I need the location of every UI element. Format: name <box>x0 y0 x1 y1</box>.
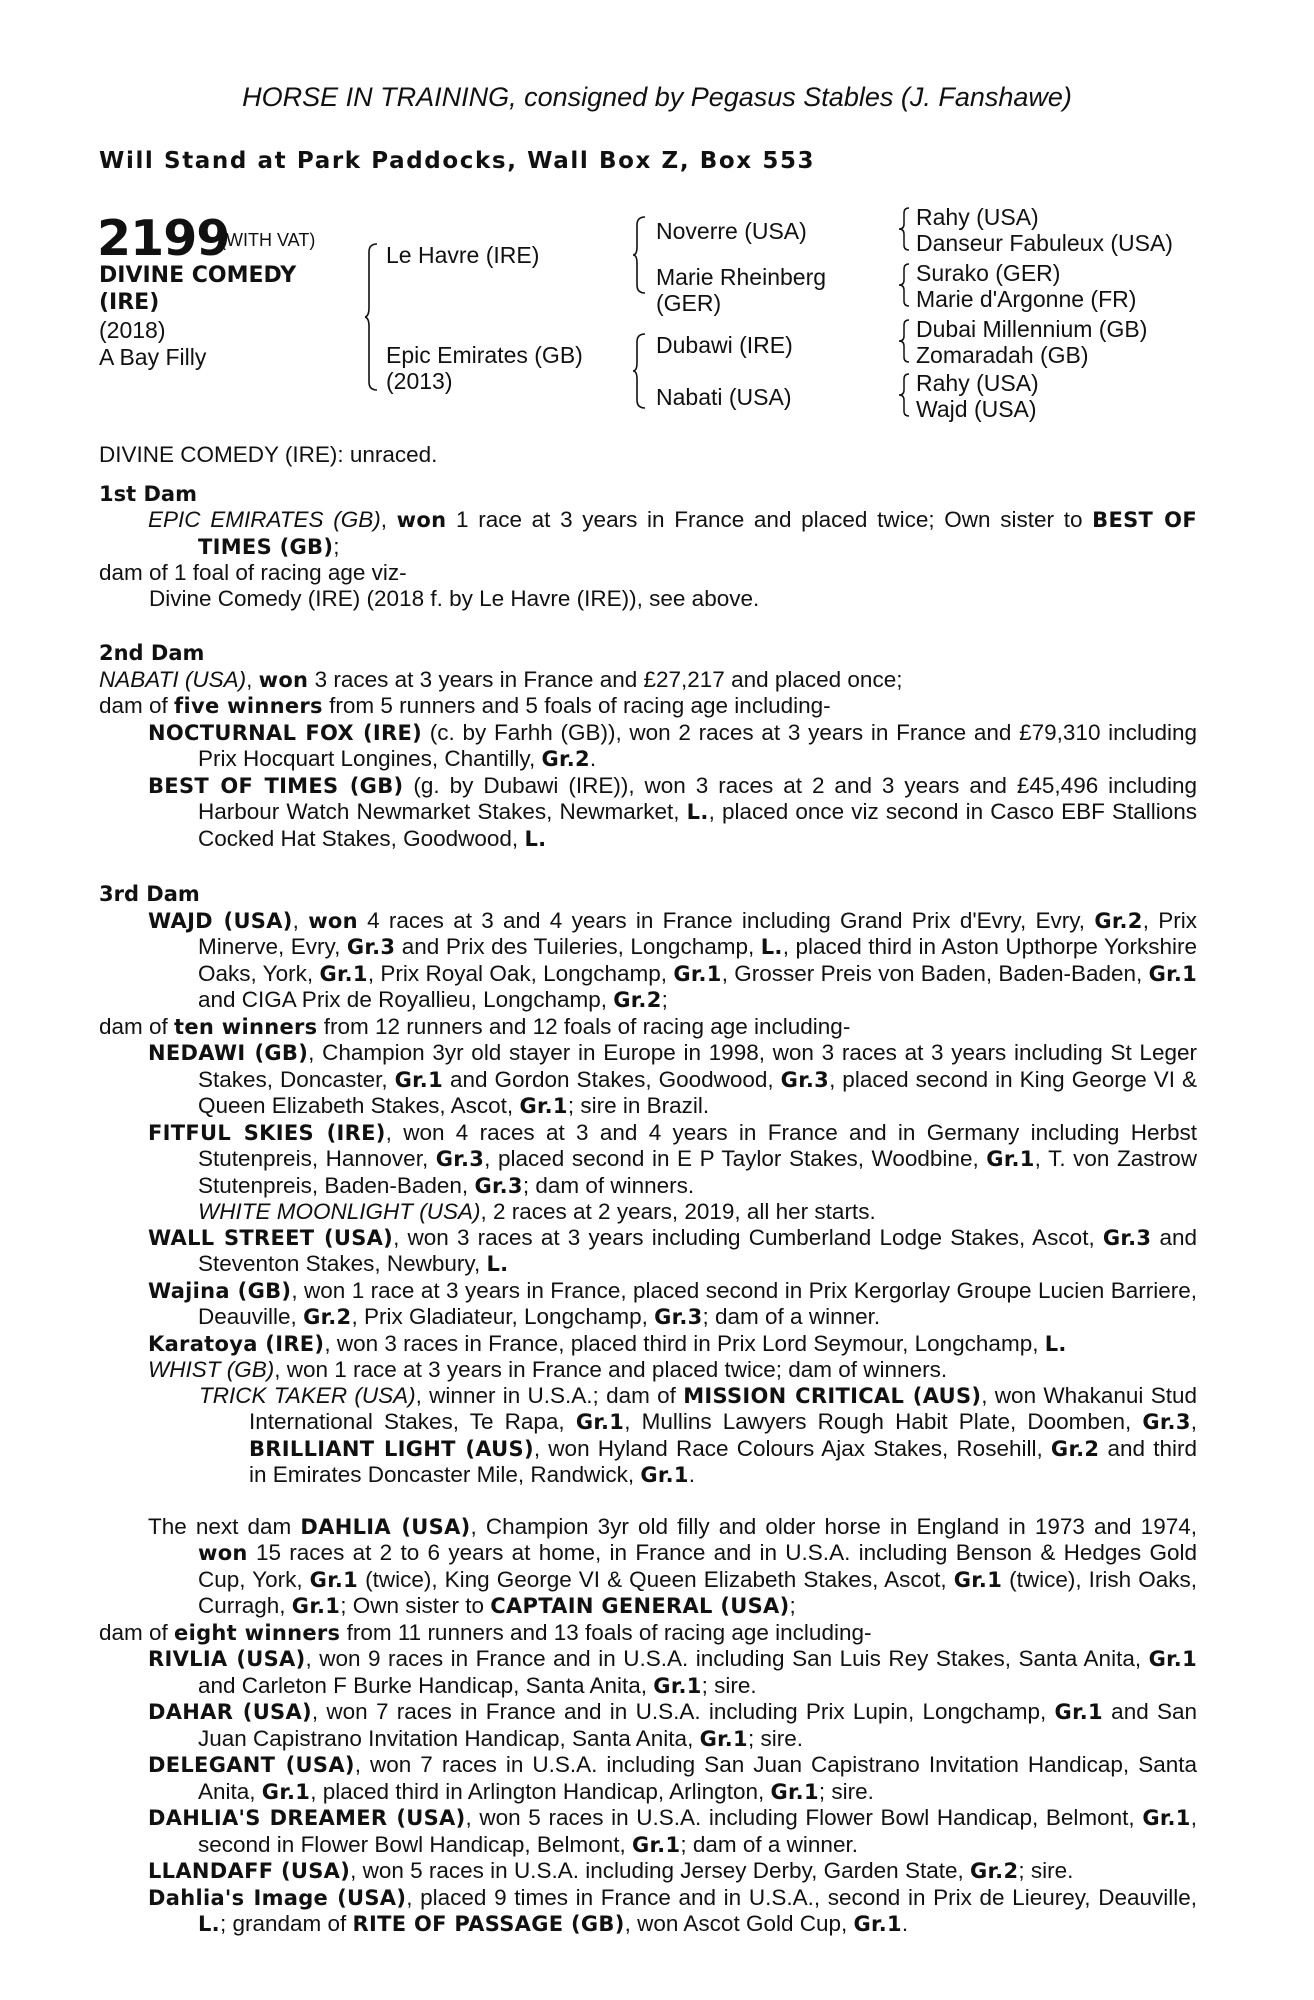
sire-dam: Marie Rheinberg <box>656 264 827 290</box>
produce-dahlias-image: Dahlia's Image (USA), placed 9 times in France and in U.S.A., second in Prix de Lieurey, Deauville, L.; grandam of RITE OF PASSAGE (GB), won Ascot Gold Cup, Gr.1. <box>148 1884 1198 1936</box>
next-dam-produce-summary: dam of eight winners from 11 runners and 13 foals of racing age including- <box>99 1619 872 1645</box>
consignor-header: HORSE IN TRAINING, consigned by Pegasus Stables (J. Fanshawe) <box>242 82 1072 112</box>
produce-trick-taker: TRICK TAKER (USA), winner in U.S.A.; dam of MISSION CRITICAL (AUS), won Whakanui Stud International Stakes, Te Rapa, Gr.1, Mullins Lawyers Rough Habit Plate, Doomben, Gr.3, BRILLIANT LIGHT (AUS), won Hyland Race Colours Ajax Stakes, Rosehill, Gr.2 and third in Emirates Doncaster Mile, Randwick, Gr.1. <box>199 1382 1198 1487</box>
first-dam-produce-summary: dam of 1 foal of racing age viz- <box>99 560 407 585</box>
produce-llandaff: LLANDAFF (USA), won 5 races in U.S.A. including Jersey Derby, Garden State, Gr.2; sire. <box>148 1858 1074 1883</box>
ancestor-7: Rahy (USA) <box>916 370 1039 396</box>
next-dam-entry: The next dam DAHLIA (USA), Champion 3yr old filly and older horse in England in 1973 and 1974, won 15 races at 2 to 6 years at home, in France and in U.S.A. including Benson & Hedges Gold Cup, York, Gr.1 (twice), King George VI & Queen Elizabeth Stakes, Ascot, Gr.1 (twice), Irish Oaks, Curragh, Gr.1; Own sister to CAPTAIN GENERAL (USA); <box>148 1513 1197 1618</box>
second-dam-produce-summary: dam of five winners from 5 runners and 5 foals of racing age including- <box>99 693 831 718</box>
produce-rivlia: RIVLIA (USA), won 9 races in France and in U.S.A. including San Luis Rey Stakes, Santa Anita, Gr.1 and Carleton F Burke Handicap, Santa Anita, Gr.1; sire. <box>148 1646 1197 1698</box>
pedigree-brace-dam <box>633 332 647 410</box>
third-dam-produce-summary: dam of ten winners from 12 runners and 12 foals of racing age including- <box>99 1013 851 1039</box>
third-dam-entry: WAJD (USA), won 4 races at 3 and 4 years in France including Grand Prix d'Evry, Evry, Gr.2, Prix Minerve, Evry, Gr.3 and Prix des Tuileries, Longchamp, L., placed third in Aston Upthorpe Yorkshire Oaks, York, Gr.1, Prix Royal Oak, Longchamp, Gr.1, Grosser Preis von Baden, Baden-Baden, Gr.1 and CIGA Prix de Royallieu, Longchamp, Gr.2; <box>148 907 1198 1012</box>
dam-year: (2013) <box>386 368 453 394</box>
pedigree-brace-g3 <box>899 318 911 364</box>
pedigree-brace-sire <box>633 215 647 295</box>
horse-year: (2018) <box>99 317 166 343</box>
ancestor-4: Marie d'Argonne (FR) <box>916 286 1137 312</box>
horse-description: A Bay Filly <box>99 344 207 370</box>
ancestor-5: Dubai Millennium (GB) <box>916 316 1148 342</box>
dam-sire: Dubawi (IRE) <box>656 332 793 358</box>
produce-dahar: DAHAR (USA), won 7 races in France and in U.S.A. including Prix Lupin, Longchamp, Gr.1 and San Juan Capistrano Invitation Handicap, Santa Anita, Gr.1; sire. <box>148 1699 1198 1751</box>
produce-wajina: Wajina (GB), won 1 race at 3 years in France, placed second in Prix Kergorlay Groupe Lucien Barriere, Deauville, Gr.2, Prix Gladiateur, Longchamp, Gr.3; dam of a winner. <box>148 1277 1197 1329</box>
produce-wall-street: WALL STREET (USA), won 3 races at 3 years including Cumberland Lodge Stakes, Ascot, Gr.3 and Steventon Stakes, Newbury, L. <box>148 1224 1198 1276</box>
lot-number: 2199 <box>97 210 230 267</box>
ancestor-3: Surako (GER) <box>916 260 1061 286</box>
first-dam-entry: EPIC EMIRATES (GB), won 1 race at 3 years in France and placed twice; Own sister to BEST OF TIMES (GB); <box>148 507 1197 559</box>
third-dam-heading: 3rd Dam <box>99 882 200 906</box>
horse-name: DIVINE COMEDY (IRE) <box>99 263 297 315</box>
ancestor-2: Danseur Fabuleux (USA) <box>916 230 1173 256</box>
first-dam-produce-item: Divine Comedy (IRE) (2018 f. by Le Havre (IRE)), see above. <box>149 585 760 611</box>
first-dam-heading: 1st Dam <box>99 481 197 506</box>
produce-karatoya: Karatoya (IRE), won 3 races in France, placed third in Prix Lord Seymour, Longchamp, L. <box>148 1330 1067 1356</box>
produce-delegant: DELEGANT (USA), won 7 races in U.S.A. including San Juan Capistrano Invitation Handicap, Santa Anita, Gr.1, placed third in Arlington Handicap, Arlington, Gr.1; sire. <box>148 1752 1197 1804</box>
ancestor-1: Rahy (USA) <box>916 204 1039 230</box>
ancestor-6: Zomaradah (GB) <box>916 342 1089 368</box>
catalogue-body <box>99 442 1197 1938</box>
sire-sire: Noverre (USA) <box>656 218 807 244</box>
produce-nocturnal-fox: NOCTURNAL FOX (IRE) (c. by Farhh (GB)), won 2 races at 3 years in France and £79,310 including Prix Hocquart Longines, Chantilly, Gr.2. <box>148 719 1197 771</box>
pedigree-brace-g1 <box>899 206 911 252</box>
ancestor-8: Wajd (USA) <box>916 396 1037 422</box>
second-dam-entry: NABATI (USA), won 3 races at 3 years in France and £27,217 and placed once; <box>99 666 903 692</box>
produce-white-moonlight: WHITE MOONLIGHT (USA), 2 races at 2 years, 2019, all her starts. <box>198 1199 876 1224</box>
pedigree-brace-g2 <box>899 262 911 308</box>
produce-fitful-skies: FITFUL SKIES (IRE), won 4 races at 3 and 4 years in France and in Germany including Herbst Stutenpreis, Hannover, Gr.3, placed second in E P Taylor Stakes, Woodbine, Gr.1, T. von Zastrow Stutenpreis, Baden-Baden, Gr.3; dam of winners. <box>148 1119 1197 1198</box>
race-record: DIVINE COMEDY (IRE): unraced. <box>99 442 438 467</box>
second-dam-heading: 2nd Dam <box>99 641 205 665</box>
dam-name: Epic Emirates (GB) <box>386 342 583 368</box>
sire-name: Le Havre (IRE) <box>386 242 540 268</box>
vat-label: (WITH VAT) <box>220 230 316 250</box>
produce-best-of-times: BEST OF TIMES (GB) (g. by Dubawi (IRE)), won 3 races at 2 and 3 years and £45,496 including Harbour Watch Newmarket Stakes, Newmarket, L., placed once viz second in Casco EBF Stallions Cocked Hat Stakes, Goodwood, L. <box>148 772 1198 851</box>
produce-whist: WHIST (GB), won 1 race at 3 years in France and placed twice; dam of winners. <box>148 1357 948 1382</box>
sire-dam-country: (GER) <box>656 290 722 316</box>
stand-location: Will Stand at Park Paddocks, Wall Box Z, Box 553 <box>99 148 816 174</box>
produce-dahlias-dreamer: DAHLIA'S DREAMER (USA), won 5 races in U.S.A. including Flower Bowl Handicap, Belmont, Gr.1, second in Flower Bowl Handicap, Belmont, Gr.1; dam of a winner. <box>148 1805 1197 1857</box>
dam-dam: Nabati (USA) <box>656 384 792 410</box>
produce-nedawi: NEDAWI (GB), Champion 3yr old stayer in Europe in 1998, won 3 races at 3 years including St Leger Stakes, Doncaster, Gr.1 and Gordon Stakes, Goodwood, Gr.3, placed second in King George VI & Queen Elizabeth Stakes, Ascot, Gr.1; sire in Brazil. <box>148 1040 1197 1118</box>
pedigree-brace-parents <box>365 242 379 392</box>
pedigree-block <box>0 200 1314 440</box>
pedigree-brace-g4 <box>899 372 911 418</box>
